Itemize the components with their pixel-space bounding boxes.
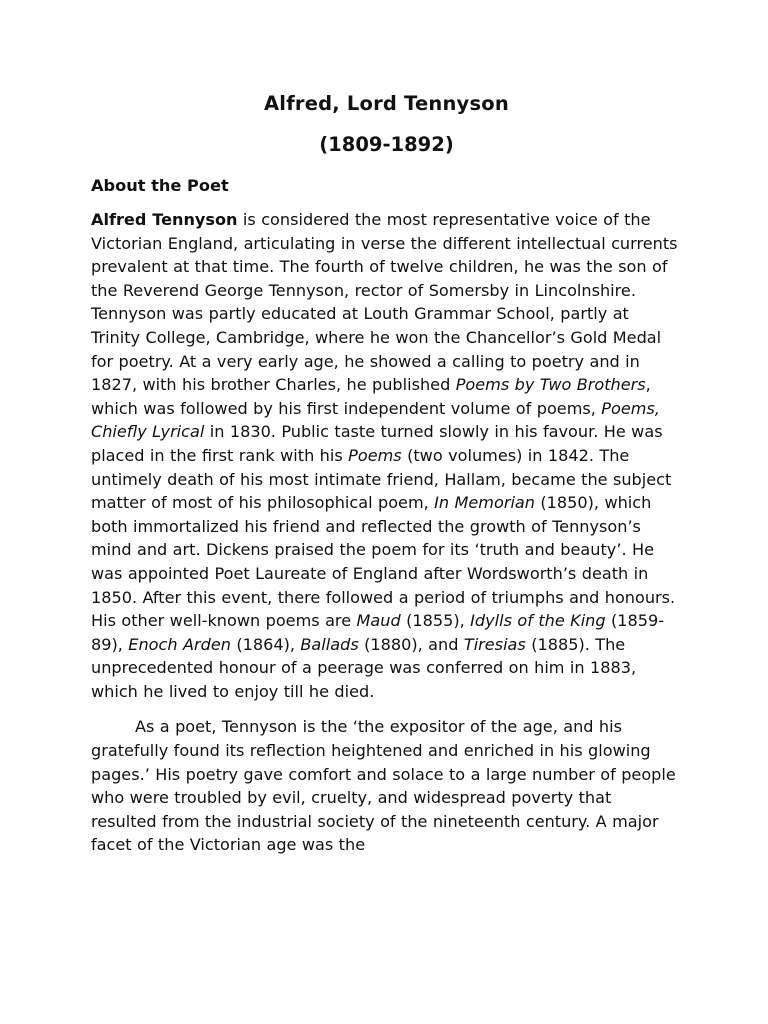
italic-title: Poems <box>348 445 402 465</box>
text-run: is considered the most representative voice of the Victorian England, articulating in verse the different intellectual currents prevalent at that time. The fourth of twelve children, he was the son of the Reverend George Tennyson, rector of Somersby in Lincolnshire. Tennyson was partly educated at Louth Grammar School, partly at Trinity College, Cambridge, where he won the Chancellor’s Gold Medal for poetry. At a very early age, he showed a calling to poetry and in 1827, with his brother Charles, he published <box>91 210 678 395</box>
text-run: (1855), <box>400 611 471 631</box>
paragraph <box>91 715 682 857</box>
text-run: As a poet, Tennyson is the ‘the expositor of the age, and his gratefully found its reflection heightened and enriched in his glowing pages.’ His poetry gave comfort and solace to a large number of people who were troubled by evil, cruelty, and widespread poverty that resulted from the industrial society of the nineteenth century. A major facet of the Victorian age was the <box>91 717 676 855</box>
text-run: (1885). The unprecedented honour of a peerage was conferred on him in 1883, which he lived to enjoy till he died. <box>91 634 637 701</box>
document-title: Alfred, Lord Tennyson <box>264 92 509 115</box>
italic-title: In Memorian <box>434 493 535 513</box>
italic-title: Idylls of the King <box>470 611 606 631</box>
italic-title: Tiresias <box>463 634 526 654</box>
text-run: (1864), <box>230 634 301 654</box>
text-run: (1850), which both immortalized his friend and reflected the growth of Tennyson’s mind and art. Dickens praised the poem for its ‘truth and beauty’. He was appointed Poet Laureate of England after Wordsworth’s death in 1850. After this event, there followed a period of triumphs and honours. His other well-known poems are <box>91 493 676 631</box>
paragraph <box>91 208 682 703</box>
italic-title: Ballads <box>300 634 359 654</box>
text-run: in 1830. Public taste turned slowly in his favour. He was placed in the first rank with his <box>91 422 663 465</box>
italic-title: Maud <box>356 611 401 631</box>
italic-title: Poems, Chiefly Lyrical <box>91 398 660 442</box>
text-run: (two volumes) in 1842. The untimely death of his most intimate friend, Hallam, became the subject matter of most of his philosophical poem, <box>91 445 672 513</box>
text-run: (1880), and <box>358 634 464 654</box>
text-run: (1859-89), <box>91 611 665 654</box>
bold-text: Alfred Tennyson <box>91 210 238 229</box>
italic-title: Poems by Two Brothers <box>455 375 646 395</box>
document-years: (1809-1892) <box>319 133 454 156</box>
text-run: , which was followed by his first independent volume of poems, <box>91 375 651 418</box>
section-heading: About the Poet <box>91 176 229 195</box>
italic-title: Enoch Arden <box>128 634 231 654</box>
